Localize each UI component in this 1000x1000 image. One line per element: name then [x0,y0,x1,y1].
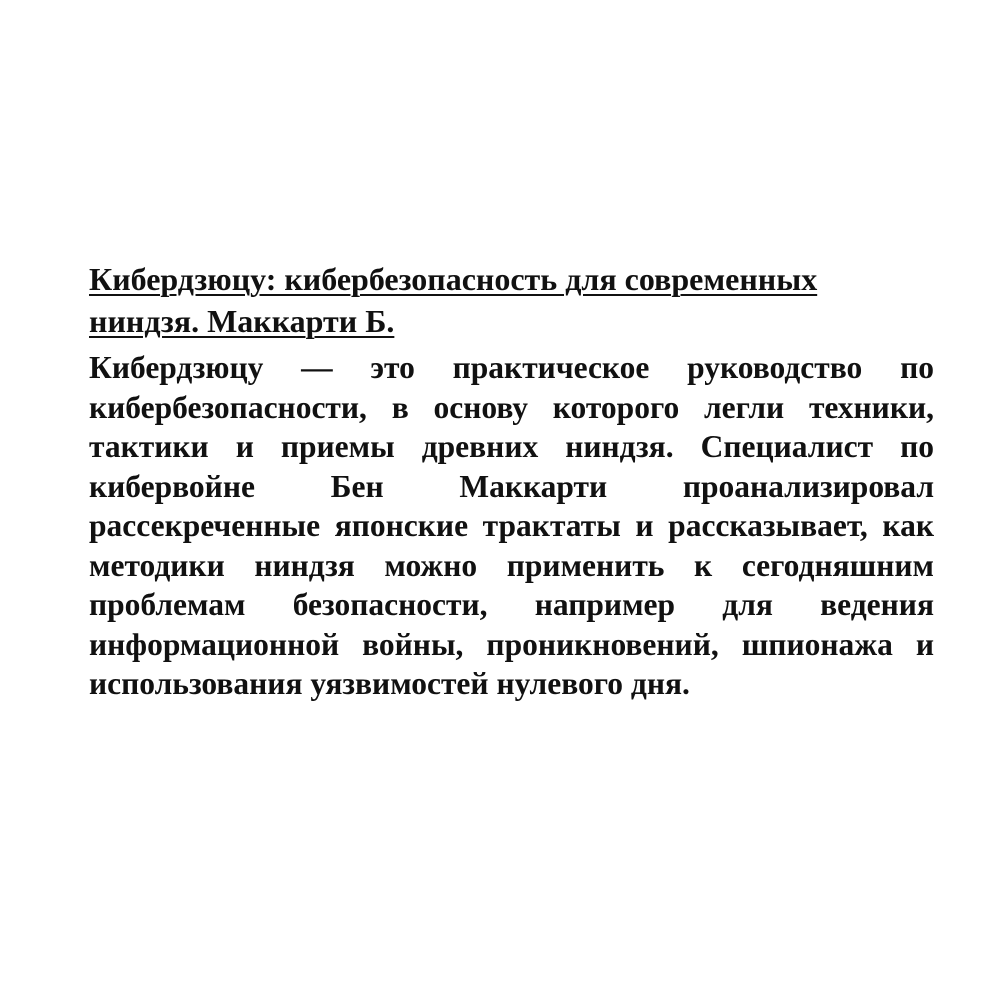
book-description: Кибердзюцу — это практическое руководство по кибербезопасности, в основу которого легли техники, тактики и приемы древних ниндзя. Специалист по кибервойне Бен Маккарти проанализировал рассекреченные японские трактаты и рассказывает, как методики ниндзя можно применить к сегодняшним проблемам безопасности, например для ведения информационной войны, проникновений, шпионажа и использования уязвимостей нулевого дня. [89,350,934,701]
book-title: Кибердзюцу: кибербезопасность для современных ниндзя. Маккарти Б. [89,261,818,339]
book-card [89,258,934,704]
